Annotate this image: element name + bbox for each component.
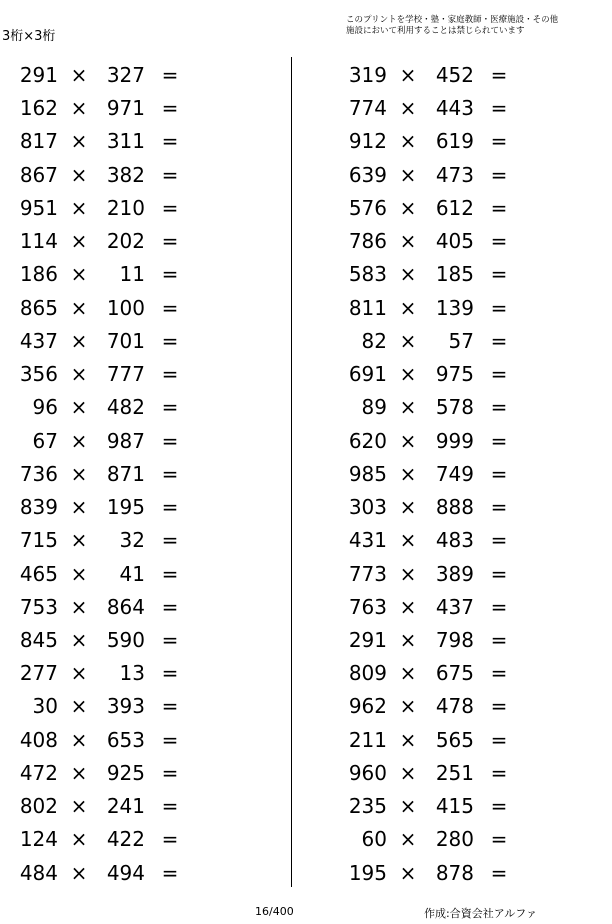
page-number: 16/400 xyxy=(255,905,294,918)
equals-sign: = xyxy=(161,860,179,885)
second-operand: 100 xyxy=(106,295,145,320)
times-sign: × xyxy=(70,561,88,586)
problem-row xyxy=(329,755,569,788)
equals-sign: = xyxy=(490,528,508,553)
problem-row xyxy=(329,622,569,655)
problem-row xyxy=(329,123,569,156)
problem-row xyxy=(329,290,569,323)
equals-sign: = xyxy=(161,461,179,486)
problem-row xyxy=(329,223,569,256)
equals-sign: = xyxy=(161,528,179,553)
equals-sign: = xyxy=(490,129,508,154)
second-operand: 777 xyxy=(106,362,145,387)
times-sign: × xyxy=(70,63,88,87)
times-sign: × xyxy=(399,594,417,619)
problem-row xyxy=(329,722,569,755)
second-operand: 251 xyxy=(435,760,474,785)
times-sign: × xyxy=(399,262,417,287)
problem-row xyxy=(0,489,240,522)
first-operand: 811 xyxy=(348,295,387,320)
first-operand: 114 xyxy=(19,229,58,254)
times-sign: × xyxy=(399,627,417,652)
times-sign: × xyxy=(399,528,417,553)
equals-sign: = xyxy=(490,461,508,486)
equals-sign: = xyxy=(161,129,179,154)
second-operand: 478 xyxy=(435,694,474,719)
problem-row xyxy=(329,389,569,422)
problem-row xyxy=(0,323,240,356)
times-sign: × xyxy=(399,760,417,785)
first-operand: 291 xyxy=(348,627,387,652)
equals-sign: = xyxy=(490,229,508,254)
times-sign: × xyxy=(399,495,417,520)
first-operand: 736 xyxy=(19,461,58,486)
times-sign: × xyxy=(70,794,88,819)
problem-row xyxy=(329,522,569,555)
equals-sign: = xyxy=(161,727,179,752)
first-operand: 96 xyxy=(32,395,58,420)
equals-sign: = xyxy=(161,195,179,220)
equals-sign: = xyxy=(490,827,508,852)
problem-row xyxy=(329,57,569,90)
first-operand: 802 xyxy=(19,794,58,819)
second-operand: 210 xyxy=(106,195,145,220)
equals-sign: = xyxy=(161,694,179,719)
second-operand: 32 xyxy=(119,528,145,553)
author-credit: 作成:合資会社アルファ xyxy=(424,907,538,920)
first-operand: 431 xyxy=(348,528,387,553)
first-operand: 30 xyxy=(32,694,58,719)
times-sign: × xyxy=(399,661,417,686)
first-operand: 124 xyxy=(19,827,58,852)
first-operand: 576 xyxy=(348,195,387,220)
first-operand: 809 xyxy=(348,661,387,686)
times-sign: × xyxy=(70,129,88,154)
equals-sign: = xyxy=(161,428,179,453)
second-operand: 422 xyxy=(106,827,145,852)
first-operand: 960 xyxy=(348,760,387,785)
times-sign: × xyxy=(70,727,88,752)
problem-row xyxy=(329,855,569,888)
first-operand: 583 xyxy=(348,262,387,287)
first-operand: 763 xyxy=(348,594,387,619)
second-operand: 202 xyxy=(106,229,145,254)
problem-row xyxy=(0,423,240,456)
equals-sign: = xyxy=(490,295,508,320)
times-sign: × xyxy=(70,860,88,885)
first-operand: 912 xyxy=(348,129,387,154)
first-operand: 211 xyxy=(348,727,387,752)
second-operand: 415 xyxy=(435,794,474,819)
worksheet-title: 3桁×3桁 xyxy=(2,29,56,44)
times-sign: × xyxy=(399,328,417,353)
problem-row xyxy=(329,788,569,821)
times-sign: × xyxy=(70,262,88,287)
first-operand: 186 xyxy=(19,262,58,287)
first-operand: 774 xyxy=(348,96,387,121)
problem-row xyxy=(0,57,240,90)
second-operand: 57 xyxy=(448,328,474,353)
equals-sign: = xyxy=(161,328,179,353)
second-operand: 565 xyxy=(435,727,474,752)
first-operand: 437 xyxy=(19,328,58,353)
times-sign: × xyxy=(399,561,417,586)
second-operand: 393 xyxy=(106,694,145,719)
times-sign: × xyxy=(399,794,417,819)
first-operand: 89 xyxy=(361,395,387,420)
equals-sign: = xyxy=(490,594,508,619)
equals-sign: = xyxy=(490,195,508,220)
second-operand: 578 xyxy=(435,395,474,420)
second-operand: 701 xyxy=(106,328,145,353)
second-operand: 975 xyxy=(435,362,474,387)
equals-sign: = xyxy=(161,96,179,121)
equals-sign: = xyxy=(161,362,179,387)
problem-row xyxy=(329,556,569,589)
times-sign: × xyxy=(399,727,417,752)
times-sign: × xyxy=(399,195,417,220)
times-sign: × xyxy=(70,594,88,619)
second-operand: 798 xyxy=(435,627,474,652)
usage-notice-line: 施設において利用することは禁じられています xyxy=(346,26,525,36)
second-operand: 327 xyxy=(106,63,145,87)
problem-row xyxy=(0,256,240,289)
first-operand: 60 xyxy=(361,827,387,852)
times-sign: × xyxy=(399,129,417,154)
equals-sign: = xyxy=(161,594,179,619)
problem-row xyxy=(0,622,240,655)
times-sign: × xyxy=(399,96,417,121)
equals-sign: = xyxy=(161,229,179,254)
times-sign: × xyxy=(399,362,417,387)
problem-row xyxy=(329,489,569,522)
equals-sign: = xyxy=(490,694,508,719)
second-operand: 871 xyxy=(106,461,145,486)
equals-sign: = xyxy=(490,794,508,819)
first-operand: 753 xyxy=(19,594,58,619)
equals-sign: = xyxy=(161,561,179,586)
first-operand: 691 xyxy=(348,362,387,387)
first-operand: 162 xyxy=(19,96,58,121)
second-operand: 280 xyxy=(435,827,474,852)
second-operand: 452 xyxy=(435,63,474,87)
times-sign: × xyxy=(399,229,417,254)
first-operand: 195 xyxy=(348,860,387,885)
equals-sign: = xyxy=(490,96,508,121)
problem-row xyxy=(0,855,240,888)
times-sign: × xyxy=(70,495,88,520)
first-operand: 839 xyxy=(19,495,58,520)
second-operand: 185 xyxy=(435,262,474,287)
first-operand: 786 xyxy=(348,229,387,254)
second-operand: 443 xyxy=(435,96,474,121)
problem-row xyxy=(0,190,240,223)
second-operand: 389 xyxy=(435,561,474,586)
first-operand: 408 xyxy=(19,727,58,752)
problem-row xyxy=(329,423,569,456)
second-operand: 41 xyxy=(119,561,145,586)
equals-sign: = xyxy=(490,162,508,187)
first-operand: 817 xyxy=(19,129,58,154)
times-sign: × xyxy=(399,63,417,87)
column-divider xyxy=(291,57,292,887)
equals-sign: = xyxy=(490,727,508,752)
times-sign: × xyxy=(399,162,417,187)
problem-row xyxy=(329,323,569,356)
equals-sign: = xyxy=(161,827,179,852)
problem-row xyxy=(329,256,569,289)
times-sign: × xyxy=(399,295,417,320)
first-operand: 82 xyxy=(361,328,387,353)
usage-notice-line: このプリントを学校・塾・家庭教師・医療施設・その他 xyxy=(346,15,559,25)
problem-row xyxy=(329,456,569,489)
problem-row xyxy=(0,157,240,190)
first-operand: 319 xyxy=(348,63,387,87)
second-operand: 987 xyxy=(106,428,145,453)
equals-sign: = xyxy=(161,760,179,785)
first-operand: 639 xyxy=(348,162,387,187)
problem-row xyxy=(0,788,240,821)
times-sign: × xyxy=(70,461,88,486)
first-operand: 951 xyxy=(19,195,58,220)
equals-sign: = xyxy=(161,495,179,520)
equals-sign: = xyxy=(161,262,179,287)
problem-column-left xyxy=(0,57,240,888)
problem-row xyxy=(0,522,240,555)
first-operand: 985 xyxy=(348,461,387,486)
second-operand: 590 xyxy=(106,627,145,652)
equals-sign: = xyxy=(161,661,179,686)
first-operand: 356 xyxy=(19,362,58,387)
second-operand: 241 xyxy=(106,794,145,819)
second-operand: 473 xyxy=(435,162,474,187)
times-sign: × xyxy=(399,461,417,486)
equals-sign: = xyxy=(490,860,508,885)
times-sign: × xyxy=(399,827,417,852)
second-operand: 612 xyxy=(435,195,474,220)
problem-row xyxy=(0,123,240,156)
second-operand: 13 xyxy=(119,661,145,686)
second-operand: 653 xyxy=(106,727,145,752)
second-operand: 382 xyxy=(106,162,145,187)
equals-sign: = xyxy=(490,362,508,387)
equals-sign: = xyxy=(161,63,179,87)
first-operand: 472 xyxy=(19,760,58,785)
first-operand: 291 xyxy=(19,63,58,87)
times-sign: × xyxy=(70,661,88,686)
second-operand: 925 xyxy=(106,760,145,785)
times-sign: × xyxy=(70,760,88,785)
first-operand: 962 xyxy=(348,694,387,719)
problem-row xyxy=(329,356,569,389)
equals-sign: = xyxy=(490,495,508,520)
second-operand: 195 xyxy=(106,495,145,520)
problem-row xyxy=(0,356,240,389)
second-operand: 878 xyxy=(435,860,474,885)
times-sign: × xyxy=(399,428,417,453)
first-operand: 865 xyxy=(19,295,58,320)
problem-row xyxy=(0,589,240,622)
times-sign: × xyxy=(70,96,88,121)
second-operand: 311 xyxy=(106,129,145,154)
times-sign: × xyxy=(399,395,417,420)
second-operand: 437 xyxy=(435,594,474,619)
problem-column-right xyxy=(329,57,569,888)
second-operand: 864 xyxy=(106,594,145,619)
first-operand: 484 xyxy=(19,860,58,885)
second-operand: 494 xyxy=(106,860,145,885)
first-operand: 277 xyxy=(19,661,58,686)
times-sign: × xyxy=(399,694,417,719)
equals-sign: = xyxy=(161,627,179,652)
equals-sign: = xyxy=(490,262,508,287)
problem-row xyxy=(329,589,569,622)
times-sign: × xyxy=(70,395,88,420)
equals-sign: = xyxy=(161,295,179,320)
equals-sign: = xyxy=(490,760,508,785)
second-operand: 619 xyxy=(435,129,474,154)
equals-sign: = xyxy=(490,561,508,586)
first-operand: 620 xyxy=(348,428,387,453)
problem-row xyxy=(0,556,240,589)
first-operand: 845 xyxy=(19,627,58,652)
equals-sign: = xyxy=(490,395,508,420)
first-operand: 465 xyxy=(19,561,58,586)
equals-sign: = xyxy=(490,661,508,686)
times-sign: × xyxy=(70,229,88,254)
second-operand: 749 xyxy=(435,461,474,486)
problem-row xyxy=(0,655,240,688)
second-operand: 675 xyxy=(435,661,474,686)
second-operand: 971 xyxy=(106,96,145,121)
equals-sign: = xyxy=(490,63,508,87)
problem-row xyxy=(329,190,569,223)
problem-row xyxy=(0,456,240,489)
equals-sign: = xyxy=(161,395,179,420)
second-operand: 139 xyxy=(435,295,474,320)
equals-sign: = xyxy=(490,627,508,652)
usage-notice xyxy=(346,15,608,37)
second-operand: 483 xyxy=(435,528,474,553)
times-sign: × xyxy=(70,428,88,453)
first-operand: 303 xyxy=(348,495,387,520)
first-operand: 235 xyxy=(348,794,387,819)
equals-sign: = xyxy=(490,428,508,453)
times-sign: × xyxy=(399,860,417,885)
problem-row xyxy=(0,223,240,256)
second-operand: 482 xyxy=(106,395,145,420)
times-sign: × xyxy=(70,362,88,387)
second-operand: 999 xyxy=(435,428,474,453)
first-operand: 715 xyxy=(19,528,58,553)
times-sign: × xyxy=(70,195,88,220)
problem-row xyxy=(329,90,569,123)
problem-row xyxy=(0,722,240,755)
problem-row xyxy=(329,688,569,721)
first-operand: 867 xyxy=(19,162,58,187)
problem-row xyxy=(329,821,569,854)
second-operand: 11 xyxy=(119,262,145,287)
problem-row xyxy=(0,90,240,123)
times-sign: × xyxy=(70,827,88,852)
equals-sign: = xyxy=(161,162,179,187)
problem-row xyxy=(0,389,240,422)
problem-row xyxy=(329,655,569,688)
times-sign: × xyxy=(70,295,88,320)
problem-row xyxy=(329,157,569,190)
times-sign: × xyxy=(70,694,88,719)
problem-row xyxy=(0,688,240,721)
times-sign: × xyxy=(70,627,88,652)
first-operand: 67 xyxy=(32,428,58,453)
problem-row xyxy=(0,755,240,788)
times-sign: × xyxy=(70,528,88,553)
second-operand: 405 xyxy=(435,229,474,254)
equals-sign: = xyxy=(490,328,508,353)
second-operand: 888 xyxy=(435,495,474,520)
problem-row xyxy=(0,290,240,323)
problem-row xyxy=(0,821,240,854)
times-sign: × xyxy=(70,162,88,187)
times-sign: × xyxy=(70,328,88,353)
equals-sign: = xyxy=(161,794,179,819)
first-operand: 773 xyxy=(348,561,387,586)
